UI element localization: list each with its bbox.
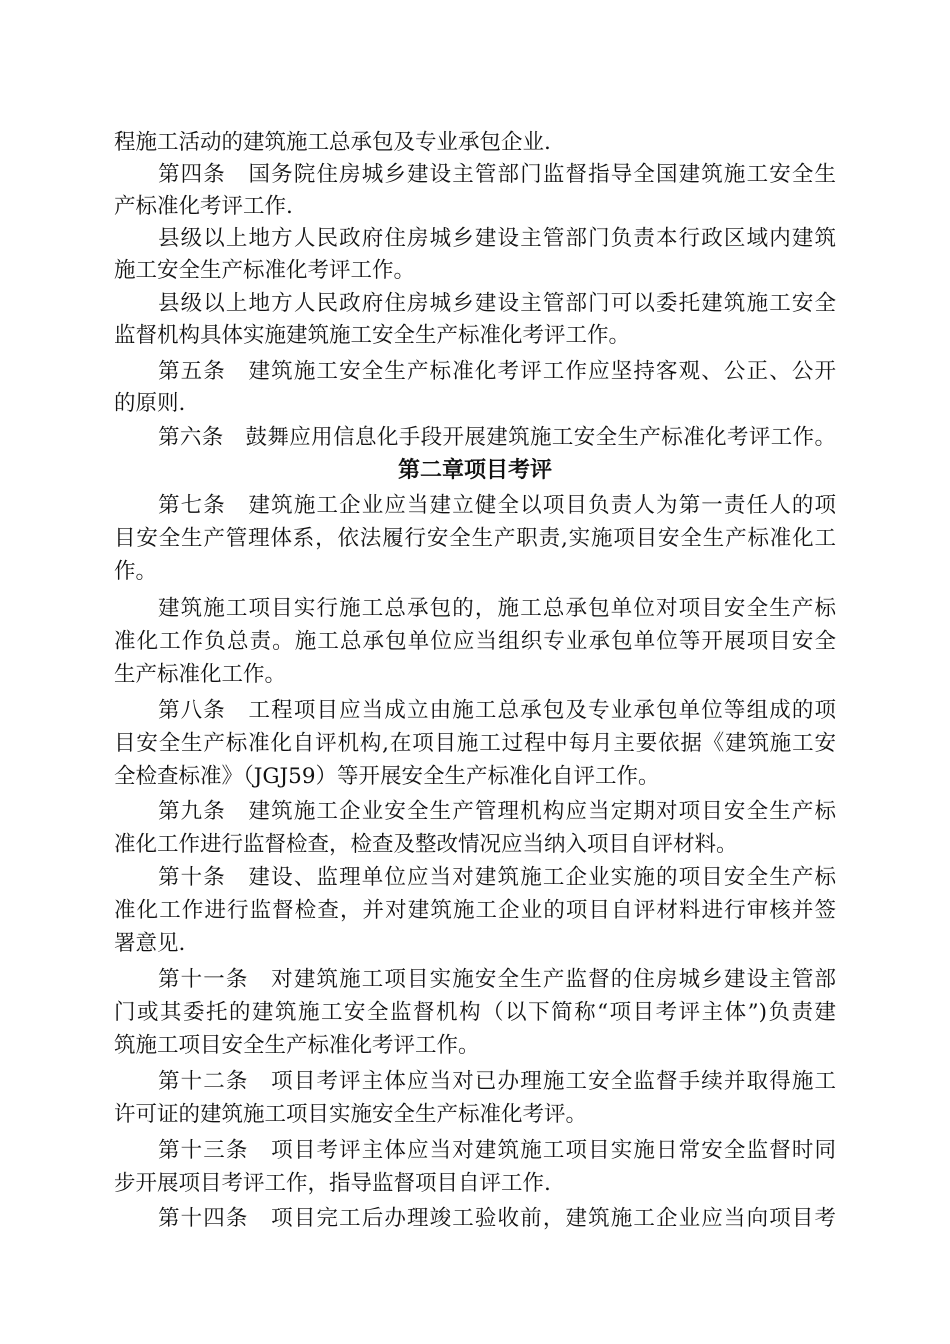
paragraph-text: 筑施工项目安全生产标准化考评工作。: [114, 1033, 480, 1058]
paragraph-text: 目安全生产管理体系，依法履行安全生产职责,实施项目安全生产标准化工: [114, 526, 836, 551]
chapter-heading: 第二章项目考评: [397, 458, 552, 483]
paragraph-text: 的原则.: [114, 391, 186, 416]
paragraph-text: 第十三条 项目考评主体应当对建筑施工项目实施日常安全监督时同: [158, 1138, 836, 1163]
paragraph-text: 步开展项目考评工作，指导监督项目自评工作.: [114, 1171, 551, 1196]
paragraph-text: 许可证的建筑施工项目实施安全生产标准化考评。: [114, 1102, 588, 1127]
paragraph-text: 第十一条 对建筑施工项目实施安全生产监督的住房城乡建设主管部: [158, 967, 836, 992]
text-line: [0, 1199, 950, 1239]
paragraph-text: 第七条 建筑施工企业应当建立健全以项目负责人为第一责任人的项: [158, 493, 836, 518]
paragraph-text: 作。: [114, 559, 158, 584]
paragraph-text: 准化工作进行监督检查，并对建筑施工企业的项目自评材料进行审核并签: [114, 898, 836, 923]
paragraph-text: 程施工活动的建筑施工总承包及专业承包企业.: [114, 130, 551, 155]
text-line: [0, 1095, 950, 1135]
text-line: [0, 924, 950, 964]
paragraph-text: 准化工作负总责。施工总承包单位应当组织专业承包单位等开展项目安全: [114, 629, 836, 654]
paragraph-text: 第六条 鼓舞应用信息化手段开展建筑施工安全生产标准化考评工作。: [158, 425, 836, 450]
paragraph-text: 第十四条 项目完工后办理竣工验收前，建筑施工企业应当向项目考: [158, 1206, 836, 1231]
text-line: [0, 1026, 950, 1066]
text-line: [0, 757, 950, 797]
paragraph-text: 第四条 国务院住房城乡建设主管部门监督指导全国建筑施工安全生: [158, 162, 836, 187]
paragraph-text: 产标准化考评工作.: [114, 194, 293, 219]
paragraph-text: 监督机构具体实施建筑施工安全生产标准化考评工作。: [114, 323, 631, 348]
paragraph-text: 施工安全生产标准化考评工作。: [114, 258, 416, 283]
paragraph-text: 第八条 工程项目应当成立由施工总承包及专业承包单位等组成的项: [158, 698, 836, 723]
paragraph-text: 第十条 建设、监理单位应当对建筑施工企业实施的项目安全生产标: [158, 865, 836, 890]
paragraph-text: 准化工作进行监督检查，检查及整改情况应当纳入项目自评材料。: [114, 832, 738, 857]
paragraph-text: 第十二条 项目考评主体应当对已办理施工安全监督手续并取得施工: [158, 1069, 836, 1094]
paragraph-text: 门或其委托的建筑施工安全监督机构（以下简称“项目考评主体”)负责建: [114, 1000, 836, 1025]
paragraph-text: 县级以上地方人民政府住房城乡建设主管部门可以委托建筑施工安全: [158, 291, 836, 316]
paragraph-text: 建筑施工项目实行施工总承包的，施工总承包单位对项目安全生产标: [158, 596, 836, 621]
paragraph-text: 第五条 建筑施工安全生产标准化考评工作应坚持客观、公正、公开: [158, 359, 836, 384]
paragraph-text: 目安全生产标准化自评机构,在项目施工过程中每月主要依据《建筑施工安: [114, 731, 836, 756]
paragraph-text: 县级以上地方人民政府住房城乡建设主管部门负责本行政区域内建筑: [158, 226, 836, 251]
paragraph-text: 第九条 建筑施工企业安全生产管理机构应当定期对项目安全生产标: [158, 799, 836, 824]
paragraph-text: 全检查标准》（JGJ59）等开展安全生产标准化自评工作。: [114, 764, 660, 789]
text-line: [0, 655, 950, 695]
paragraph-text: 署意见.: [114, 931, 186, 956]
text-line: [0, 1164, 950, 1204]
text-line: [0, 316, 950, 356]
paragraph-text: 生产标准化工作。: [114, 662, 287, 687]
text-line: [0, 552, 950, 592]
